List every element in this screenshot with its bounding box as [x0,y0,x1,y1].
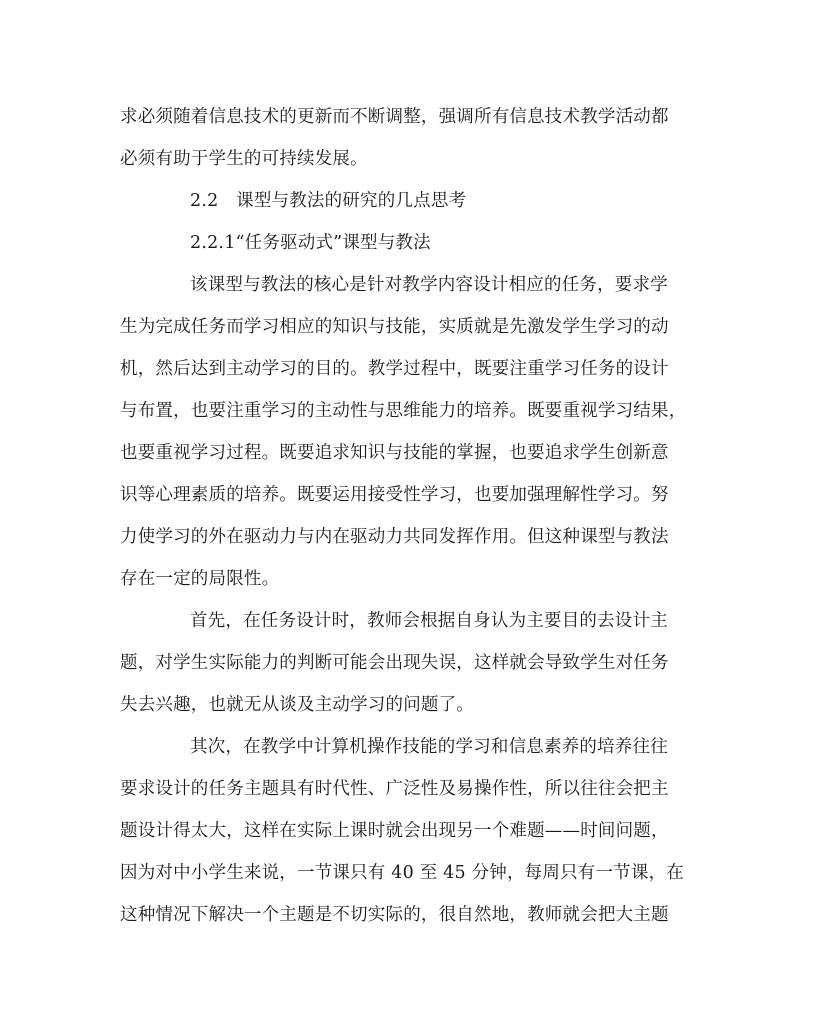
subsection-heading: 2.2.1“任务驱动式”课型与教法 [190,233,431,253]
text-line: 失去兴趣，也就无从谈及主动学习的问题了。 [120,695,474,715]
text-line: 因为对中小学生来说，一节课只有 40 至 45 分钟，每周只有一节课，在 [120,863,684,883]
text-line: 生为完成任务而学习相应的知识与技能，实质就是先激发学生学习的动 [120,317,669,337]
section-heading: 2.2 课型与教法的研究的几点思考 [190,191,467,211]
text-line: 其次，在教学中计算机操作技能的学习和信息素养的培养往往 [190,737,668,757]
text-line: 识等心理素质的培养。既要运用接受性学习，也要加强理解性学习。努 [120,485,669,505]
text-line: 该课型与教法的核心是针对教学内容设计相应的任务，要求学 [190,275,668,295]
text-line: 这种情况下解决一个主题是不切实际的，很自然地，教师就会把大主题 [120,905,669,925]
text-line: 与布置，也要注重学习的主动性与思维能力的培养。既要重视学习结果， [120,401,687,421]
text-line: 也要重视学习过程。既要追求知识与技能的掌握，也要追求学生创新意 [120,443,669,463]
text-line: 求必须随着信息技术的更新而不断调整，强调所有信息技术教学活动都 [120,107,669,127]
text-line: 存在一定的局限性。 [120,569,280,589]
text-line: 机，然后达到主动学习的目的。教学过程中，既要注重学习任务的设计 [120,359,669,379]
text-line: 题设计得太大，这样在实际上课时就会出现另一个难题——时间问题， [120,821,669,841]
text-line: 必须有助于学生的可持续发展。 [120,149,368,169]
text-line: 要求设计的任务主题具有时代性、广泛性及易操作性，所以往往会把主 [120,779,669,799]
text-line: 力使学习的外在驱动力与内在驱动力共同发挥作用。但这种课型与教法 [120,527,669,547]
text-line: 首先，在任务设计时，教师会根据自身认为主要目的去设计主 [190,611,668,631]
text-line: 题，对学生实际能力的判断可能会出现失误，这样就会导致学生对任务 [120,653,669,673]
